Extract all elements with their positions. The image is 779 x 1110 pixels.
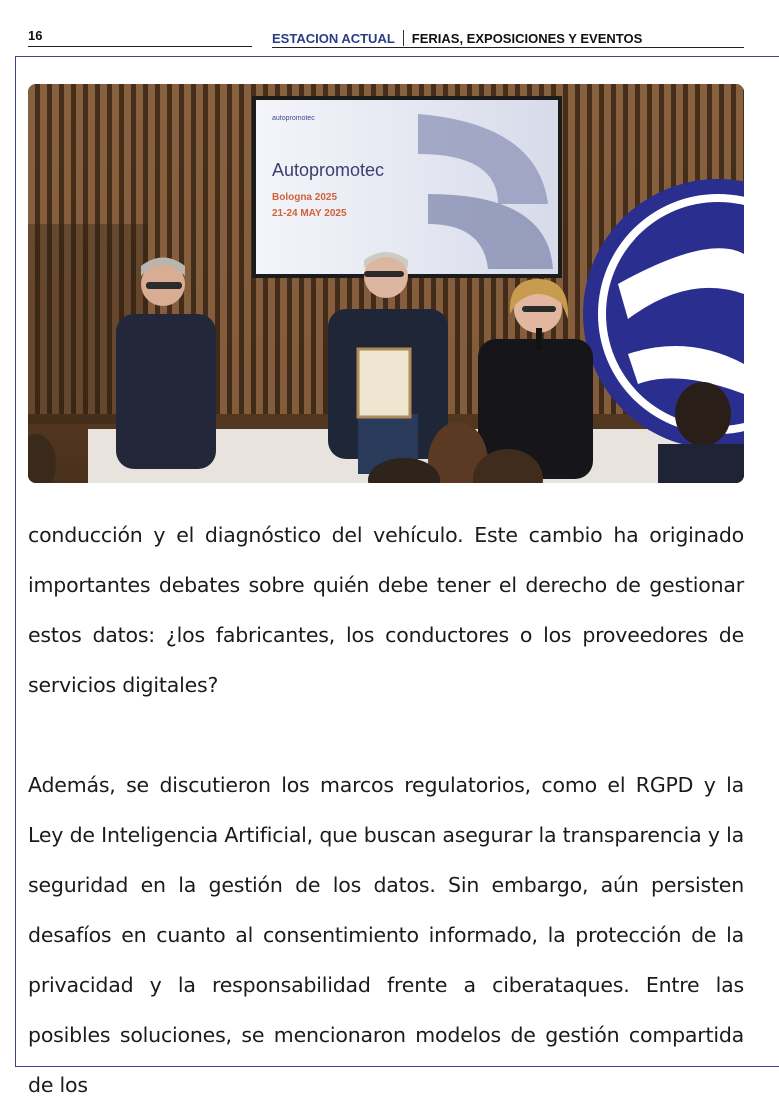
article-paragraph: Además, se discutieron los marcos regulatorios, como el RGPD y la Ley de Inteligencia Artificial, que buscan asegurar la transparencia y la seguridad en la gestión de los datos. Sin embargo, aún persisten desafíos en cuanto al consentimiento informado, la protección de la privacidad y la responsabilidad frente a ciberataques. Entre las posibles soluciones, se mencionaron modelos de gestión compartida de los bbox=[28, 773, 744, 1097]
event-photo bbox=[28, 84, 744, 483]
certificate bbox=[358, 349, 410, 417]
header-rule-right bbox=[272, 47, 744, 48]
screen-brand: autopromotec bbox=[272, 115, 315, 122]
event-photo-illustration bbox=[28, 84, 744, 483]
article-paragraph: conducción y el diagnóstico del vehículo. Este cambio ha originado importantes debates sobre quién debe tener el derecho de gestionar estos datos: ¿los fabricantes, los conductores o los proveedores de servicios digitales? bbox=[28, 523, 744, 697]
page-number: 16 bbox=[28, 28, 43, 43]
screen-title: Autopromotec bbox=[272, 160, 385, 180]
header-rule-left bbox=[28, 46, 252, 47]
screen-place: Bologna 2025 bbox=[272, 192, 338, 203]
topic-title: FERIAS, EXPOSICIONES Y EVENTOS bbox=[411, 31, 643, 46]
screen-dates: 21-24 MAY 2025 bbox=[272, 208, 347, 219]
section-title: ESTACION ACTUAL bbox=[272, 31, 395, 46]
article-body bbox=[28, 510, 744, 1110]
header-divider bbox=[403, 30, 404, 46]
running-header bbox=[272, 30, 642, 46]
